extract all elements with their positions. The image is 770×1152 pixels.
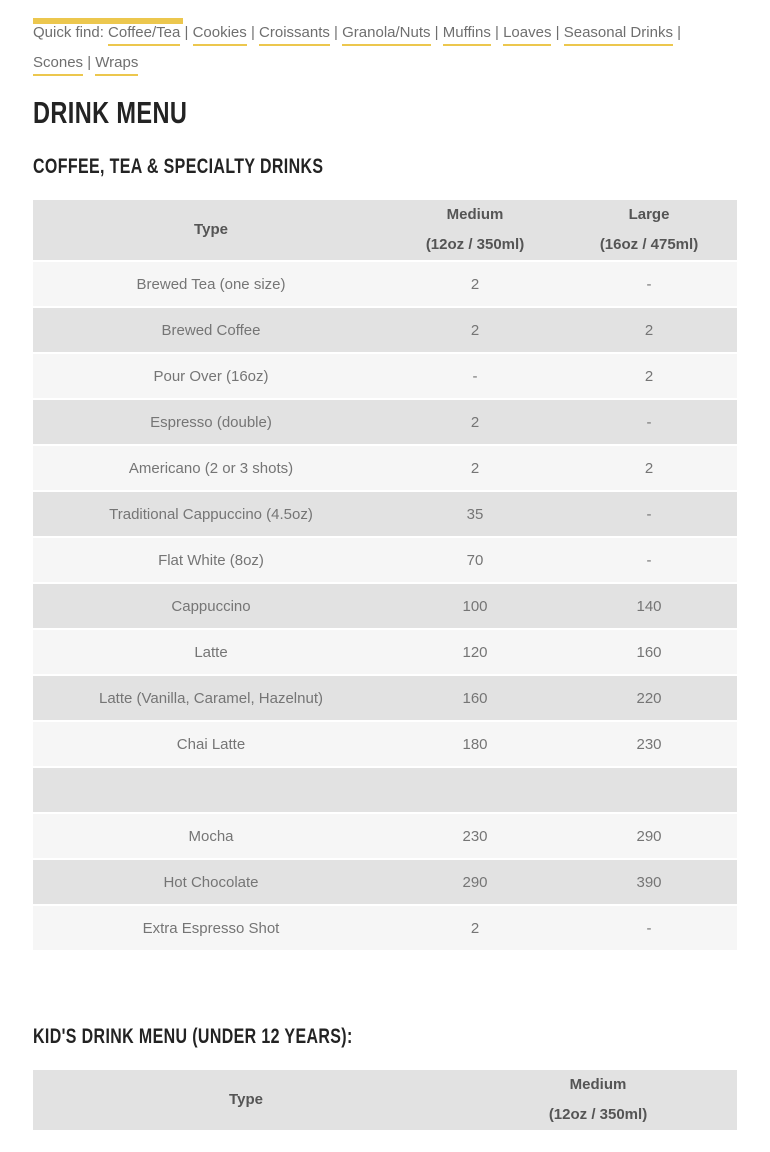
drink-type-cell: Brewed Coffee: [33, 307, 389, 353]
drink-type-cell: Hot Chocolate: [33, 859, 389, 905]
drink-type-cell: Latte: [33, 629, 389, 675]
table-row: [33, 399, 737, 445]
value-cell: 2: [561, 353, 737, 399]
table-row: [33, 307, 737, 353]
quick-find-link-cookies[interactable]: Cookies: [193, 24, 247, 46]
table-row: [33, 675, 737, 721]
table-row: [33, 905, 737, 951]
column-header-size: (12oz / 350ml): [425, 236, 525, 253]
value-cell: 290: [561, 813, 737, 859]
table-row: [33, 721, 737, 767]
quick-find-label: Quick find:: [33, 24, 104, 41]
drink-menu-page: [0, 18, 770, 1132]
value-cell: 140: [561, 583, 737, 629]
value-cell: [389, 767, 561, 813]
quick-find-link-scones[interactable]: Scones: [33, 54, 83, 76]
table-row: [33, 859, 737, 905]
table-row: [33, 261, 737, 307]
value-cell: 220: [561, 675, 737, 721]
drink-type-cell: Chai Latte: [33, 721, 389, 767]
quick-find-separator: |: [672, 24, 682, 41]
value-cell: 2: [561, 307, 737, 353]
coffee-drinks-table: [33, 200, 737, 952]
value-cell: 180: [389, 721, 561, 767]
quick-find-link-granola-nuts[interactable]: Granola/Nuts: [342, 24, 430, 46]
quick-find-separator: |: [490, 24, 499, 41]
section-heading-kids-text: KID'S DRINK MENU (UNDER 12 YEARS):: [33, 1025, 353, 1048]
drink-type-cell: Mocha: [33, 813, 389, 859]
drink-type-cell: [33, 767, 389, 813]
kids-drinks-table: [33, 1070, 737, 1132]
kids-table-head: [33, 1070, 737, 1131]
value-cell: 390: [561, 859, 737, 905]
value-cell: 2: [389, 261, 561, 307]
page-title: [33, 96, 737, 130]
value-cell: 160: [389, 675, 561, 721]
column-header-label: Medium: [569, 1076, 627, 1093]
coffee-table-body: [33, 261, 737, 951]
drink-type-cell: Espresso (double): [33, 399, 389, 445]
value-cell: 160: [561, 629, 737, 675]
quick-find-separator: |: [246, 24, 255, 41]
table-row: [33, 491, 737, 537]
value-cell: -: [561, 537, 737, 583]
quick-find-separator: |: [430, 24, 439, 41]
section-heading-coffee: [33, 152, 737, 182]
drink-type-cell: Pour Over (16oz): [33, 353, 389, 399]
column-header-label: Type: [194, 221, 228, 238]
table-row: [33, 583, 737, 629]
quick-find-link-muffins[interactable]: Muffins: [443, 24, 491, 46]
value-cell: 2: [389, 307, 561, 353]
column-header-type: [33, 200, 389, 261]
value-cell: 2: [389, 905, 561, 951]
column-header-label: Medium: [446, 206, 504, 223]
value-cell: -: [389, 353, 561, 399]
value-cell: -: [561, 399, 737, 445]
value-cell: 230: [561, 721, 737, 767]
value-cell: 70: [389, 537, 561, 583]
table-row: [33, 629, 737, 675]
column-header-type: [33, 1070, 459, 1131]
value-cell: -: [561, 261, 737, 307]
column-header-medium: [389, 200, 561, 261]
quick-find-links: [33, 24, 681, 76]
value-cell: 2: [561, 445, 737, 491]
value-cell: 100: [389, 583, 561, 629]
quick-find-link-coffee-tea[interactable]: Coffee/Tea: [108, 24, 180, 46]
value-cell: 120: [389, 629, 561, 675]
quick-find-separator: |: [329, 24, 338, 41]
quick-find-link-loaves[interactable]: Loaves: [503, 24, 551, 46]
drink-type-cell: Americano (2 or 3 shots): [33, 445, 389, 491]
table-row: [33, 767, 737, 813]
table-row: [33, 537, 737, 583]
quick-find-separator: |: [83, 54, 92, 71]
drink-type-cell: Flat White (8oz): [33, 537, 389, 583]
value-cell: -: [561, 905, 737, 951]
quick-find-link-seasonal-drinks[interactable]: Seasonal Drinks: [564, 24, 673, 46]
drink-type-cell: Brewed Tea (one size): [33, 261, 389, 307]
column-header-size: (16oz / 475ml): [599, 236, 699, 253]
table-header-row: [33, 200, 737, 261]
quick-find-link-croissants[interactable]: Croissants: [259, 24, 330, 46]
quick-find-link-wraps[interactable]: Wraps: [95, 54, 138, 76]
quick-find-separator: |: [180, 24, 189, 41]
value-cell: 290: [389, 859, 561, 905]
table-row: [33, 445, 737, 491]
coffee-table-head: [33, 200, 737, 261]
quick-find: [33, 18, 737, 78]
column-header-label: Large: [628, 206, 670, 223]
value-cell: [561, 767, 737, 813]
column-header-label: Type: [229, 1091, 263, 1108]
value-cell: 2: [389, 399, 561, 445]
top-accent-bar: [33, 18, 183, 24]
table-header-row: [33, 1070, 737, 1131]
section-heading-kids: [33, 1022, 737, 1052]
table-row: [33, 353, 737, 399]
column-header-large: [561, 200, 737, 261]
column-header-medium: [459, 1070, 737, 1131]
section-heading-coffee-text: COFFEE, TEA & SPECIALTY DRINKS: [33, 155, 324, 178]
table-row: [33, 813, 737, 859]
drink-type-cell: Cappuccino: [33, 583, 389, 629]
column-header-size: (12oz / 350ml): [548, 1106, 648, 1123]
value-cell: -: [561, 491, 737, 537]
drink-type-cell: Traditional Cappuccino (4.5oz): [33, 491, 389, 537]
quick-find-separator: |: [551, 24, 560, 41]
drink-type-cell: Latte (Vanilla, Caramel, Hazelnut): [33, 675, 389, 721]
value-cell: 35: [389, 491, 561, 537]
drink-type-cell: Extra Espresso Shot: [33, 905, 389, 951]
value-cell: 230: [389, 813, 561, 859]
value-cell: 2: [389, 445, 561, 491]
page-title-text: DRINK MENU: [33, 95, 188, 130]
